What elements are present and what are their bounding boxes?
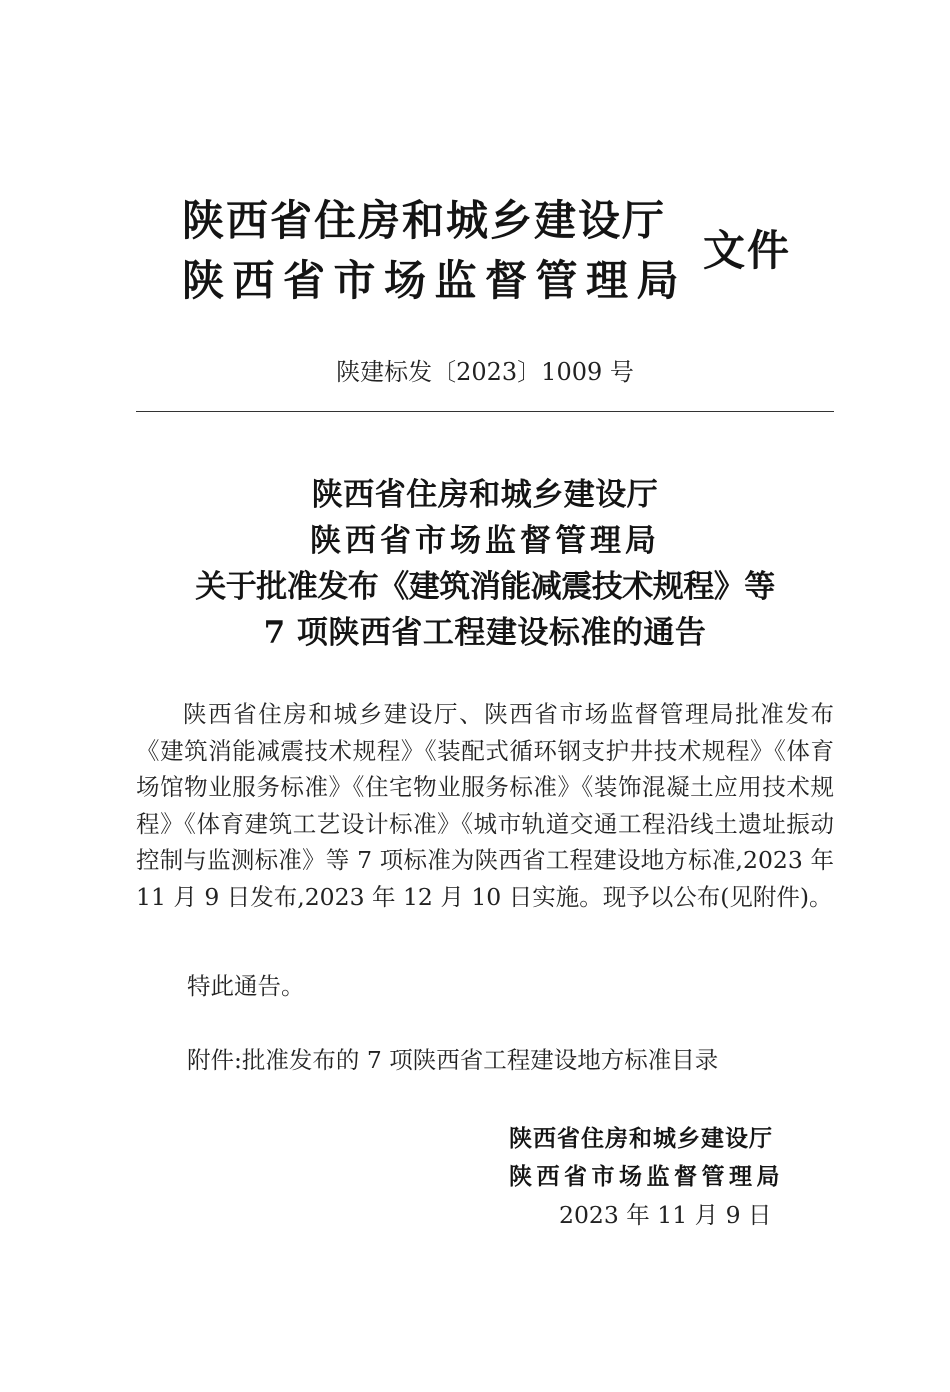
body-paragraph: 陕西省住房和城乡建设厅、陕西省市场监督管理局批准发布《建筑消能减震技术规程》《装配式循环钢支护井技术规程》《体育场馆物业服务标准》《住宅物业服务标准》《装饰混凝土应用技术规程》《体育建筑工艺设计标准》《城市轨道交通工程沿线土遗址振动控制与监测标准》等 7 项标准为陕西省工程建设地方标准,2023 年 11 月 9 日发布,2023 年 12 月 10 日实施。现予以公布(见附件)。 xyxy=(136,700,834,911)
signature-org-housing: 陕西省住房和城乡建设厅 xyxy=(509,1126,773,1152)
attachment-note: 附件:批准发布的 7 项陕西省工程建设地方标准目录 xyxy=(187,1046,719,1074)
header-org-housing: 陕西省住房和城乡建设厅 xyxy=(182,196,667,245)
header-doc-type: 文件 xyxy=(703,226,792,275)
header-org-market: 陕西省市场监督管理局 xyxy=(182,256,688,305)
closing-statement: 特此通告。 xyxy=(187,972,305,1000)
signature-date: 2023 年 11 月 9 日 xyxy=(559,1201,772,1229)
title-line-2: 陕西省市场监督管理局 xyxy=(310,523,660,559)
document-number: 陕建标发〔2023〕1009 号 xyxy=(336,358,634,386)
title-line-3: 关于批准发布《建筑消能减震技术规程》等 xyxy=(195,569,775,605)
signature-org-market: 陕西省市场监督管理局 xyxy=(509,1164,784,1190)
title-line-1: 陕西省住房和城乡建设厅 xyxy=(311,477,659,513)
title-line-4: 7 项陕西省工程建设标准的通告 xyxy=(263,615,707,651)
header-divider xyxy=(136,411,834,412)
